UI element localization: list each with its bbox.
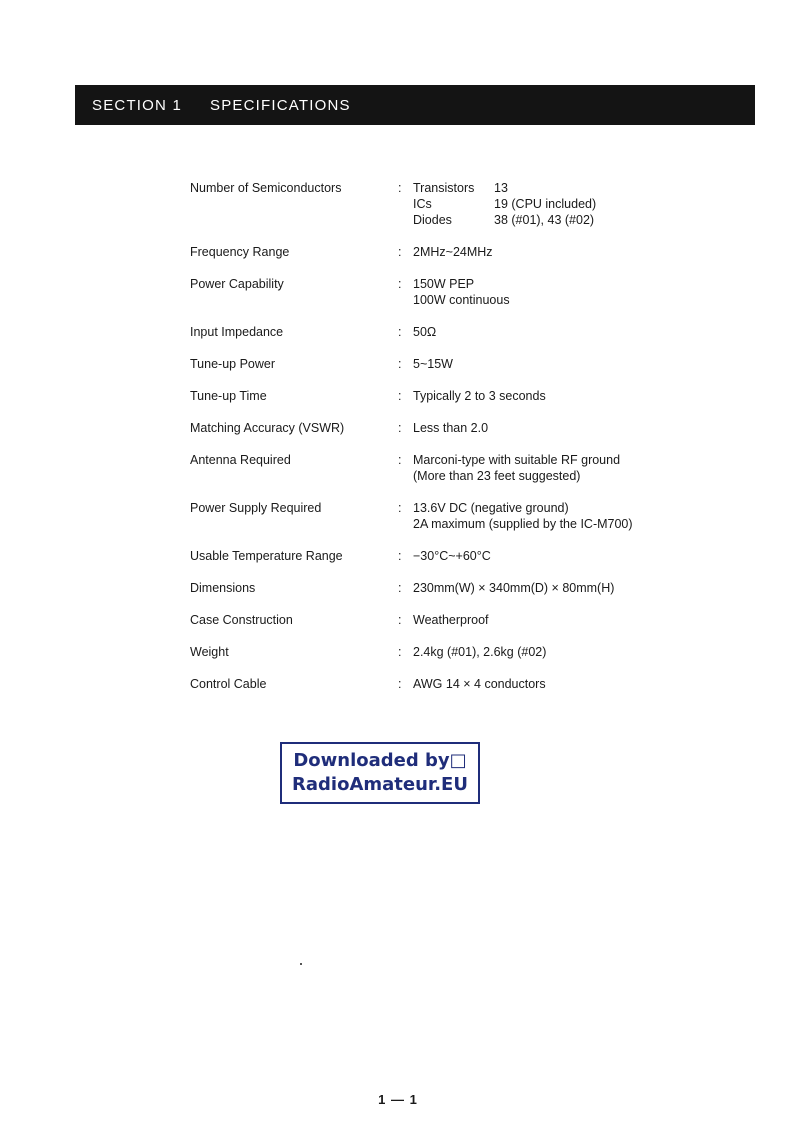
spec-value xyxy=(413,420,773,436)
watermark-line-2: RadioAmateur.EU xyxy=(292,774,468,795)
spec-value-line: 2.4kg (#01), 2.6kg (#02) xyxy=(413,645,547,659)
spec-colon: : xyxy=(398,645,402,659)
spec-label: Matching Accuracy (VSWR) xyxy=(190,421,345,435)
spec-value xyxy=(413,324,773,340)
sub-item-value: 13 xyxy=(494,181,508,195)
semiconductor-table xyxy=(413,180,773,228)
spec-label: Weight xyxy=(190,645,229,659)
spec-value-line: −30°C~+60°C xyxy=(413,549,491,563)
spec-label: Power Supply Required xyxy=(190,501,322,515)
spec-value-line: 2MHz~24MHz xyxy=(413,245,493,259)
spec-value xyxy=(413,452,773,484)
spec-value xyxy=(413,644,773,660)
spec-value xyxy=(413,580,773,596)
spec-colon: : xyxy=(398,277,402,291)
spec-value-line: 5~15W xyxy=(413,357,453,371)
spec-value-line: AWG 14 × 4 conductors xyxy=(413,677,546,691)
spec-value-line: Weatherproof xyxy=(413,613,489,627)
spec-label: Tune-up Time xyxy=(190,389,267,403)
sub-item-name: Diodes xyxy=(413,213,452,227)
spec-value-line: Less than 2.0 xyxy=(413,421,489,435)
spec-value-line: Marconi-type with suitable RF ground xyxy=(413,453,621,467)
spec-value-line: 50Ω xyxy=(413,325,437,339)
download-watermark-stamp xyxy=(280,742,480,804)
spec-value-line: 100W continuous xyxy=(413,293,510,307)
spec-value xyxy=(413,548,773,564)
spec-colon: : xyxy=(398,325,402,339)
spec-label: Input Impedance xyxy=(190,325,284,339)
sub-item-value: 38 (#01), 43 (#02) xyxy=(494,213,595,227)
spec-value xyxy=(413,500,773,532)
spec-value xyxy=(413,244,773,260)
spec-value xyxy=(413,388,773,404)
spec-colon: : xyxy=(398,389,402,403)
spec-value-line: 230mm(W) × 340mm(D) × 80mm(H) xyxy=(413,581,615,595)
spec-colon: : xyxy=(398,677,402,691)
spec-colon: : xyxy=(398,421,402,435)
spec-colon: : xyxy=(398,581,402,595)
sub-item-value: 19 (CPU included) xyxy=(494,197,597,211)
spec-label: Antenna Required xyxy=(190,453,291,467)
spec-value-line: 13.6V DC (negative ground) xyxy=(413,501,569,515)
spec-value-line: 2A maximum (supplied by the IC-M700) xyxy=(413,517,633,531)
spec-value-line: 150W PEP xyxy=(413,277,475,291)
spec-value xyxy=(413,356,773,372)
spec-colon: : xyxy=(398,613,402,627)
spec-label: Control Cable xyxy=(190,677,267,691)
scan-speck xyxy=(300,963,302,965)
section-header-bar xyxy=(75,85,755,125)
spec-colon: : xyxy=(398,181,402,195)
spec-label: Frequency Range xyxy=(190,245,290,259)
section-title: SPECIFICATIONS xyxy=(210,96,351,114)
spec-value xyxy=(413,612,773,628)
spec-label: Power Capability xyxy=(190,277,284,291)
spec-value xyxy=(413,676,773,692)
spec-label: Usable Temperature Range xyxy=(190,549,343,563)
spec-label: Dimensions xyxy=(190,581,256,595)
spec-colon: : xyxy=(398,501,402,515)
spec-colon: : xyxy=(398,453,402,467)
spec-colon: : xyxy=(398,245,402,259)
watermark-line-1: Downloaded by□ xyxy=(293,750,467,771)
section-number: SECTION 1 xyxy=(92,96,182,114)
spec-value-line: (More than 23 feet suggested) xyxy=(413,469,581,483)
spec-label: Case Construction xyxy=(190,613,293,627)
spec-value xyxy=(413,276,773,308)
sub-item-name: ICs xyxy=(413,197,432,211)
spec-value-line: Typically 2 to 3 seconds xyxy=(413,389,546,403)
spec-label: Number of Semiconductors xyxy=(190,181,342,195)
spec-colon: : xyxy=(398,357,402,371)
page-number: 1 — 1 xyxy=(378,1092,418,1107)
spec-label: Tune-up Power xyxy=(190,357,275,371)
spec-colon: : xyxy=(398,549,402,563)
sub-item-name: Transistors xyxy=(413,181,475,195)
